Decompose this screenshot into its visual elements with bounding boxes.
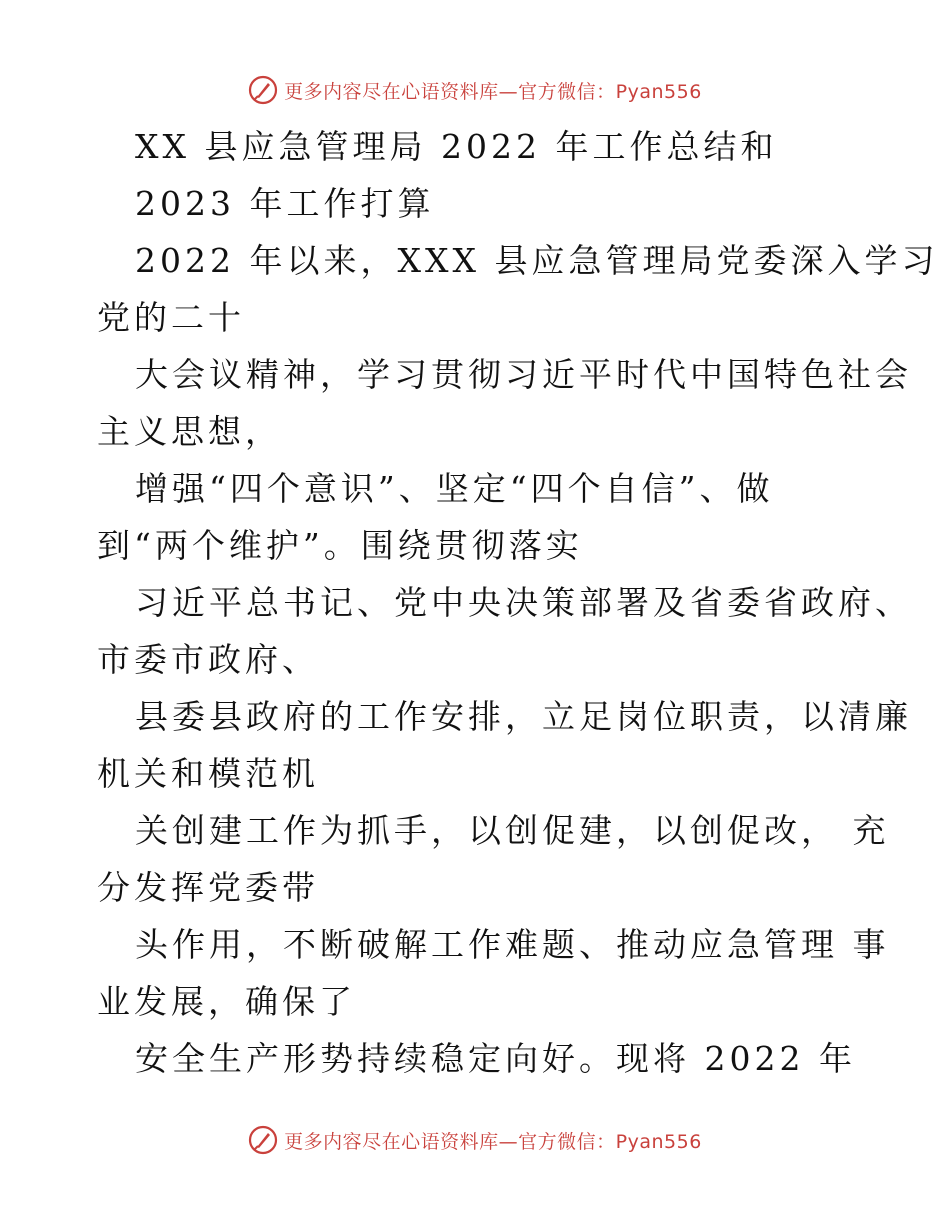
document-title-line-1: XX 县应急管理局 2022 年工作总结和	[135, 127, 778, 166]
paragraph-line: 市委市政府、	[97, 640, 319, 679]
paragraph-line: 党的二十	[97, 298, 245, 337]
paragraph-line: 头作用，不断破解工作难题、推动应急管理 事	[135, 925, 890, 964]
paragraph-line: 主义思想，	[97, 412, 282, 451]
footer-banner-text: 更多内容尽在心语资料库—官方微信：Pyan556	[284, 1130, 702, 1153]
paragraph-line: 增强“四个意识”、坚定“四个自信”、做	[135, 469, 774, 508]
paragraph-line: 大会议精神，学习贯彻习近平时代中国特色社会	[135, 355, 912, 394]
paragraph-line: 2022 年以来，XXX 县应急管理局党委深入学习	[135, 241, 939, 280]
paragraph-line: 习近平总书记、党中央决策部署及省委省政府、	[135, 583, 912, 622]
paragraph-line: 到“两个维护”。围绕贯彻落实	[97, 526, 583, 565]
paragraph-line: 分发挥党委带	[97, 868, 319, 907]
paragraph-line: 机关和模范机	[97, 754, 319, 793]
quill-pen-logo-icon	[248, 1125, 278, 1155]
paragraph-line: 业发展，确保了	[97, 982, 356, 1021]
document-title-line-2: 2023 年工作打算	[135, 184, 435, 223]
footer-banner	[0, 1120, 950, 1160]
header-banner-text: 更多内容尽在心语资料库—官方微信：Pyan556	[284, 80, 702, 103]
paragraph-line: 安全生产形势持续稳定向好。现将 2022 年	[135, 1039, 856, 1078]
header-banner	[0, 70, 950, 110]
paragraph-line: 县委县政府的工作安排，立足岗位职责，以清廉	[135, 697, 912, 736]
paragraph-line: 关创建工作为抓手，以创促建，以创促改， 充	[135, 811, 890, 850]
quill-pen-logo-icon	[248, 75, 278, 105]
